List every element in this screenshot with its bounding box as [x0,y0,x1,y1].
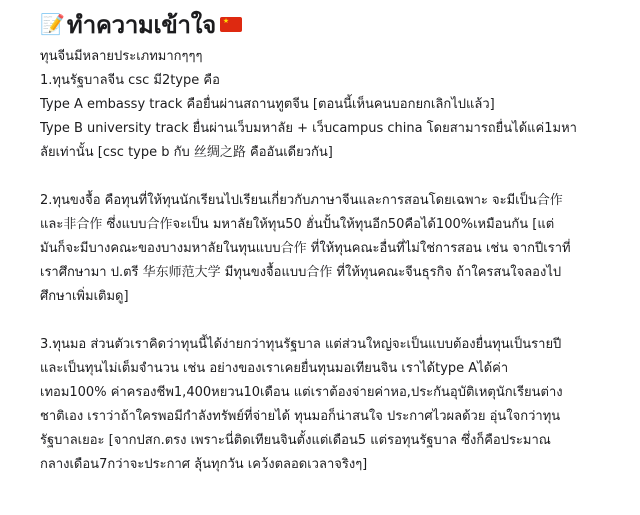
text-line: Type A embassy track คือยื่นผ่านสถานทูตจีน [ตอนนี้เห็นคนบอกยกเลิกไปแล้ว] [40,97,495,112]
text-line: เทอม100% ค่าครองชีพ1,400หยวน10เดือน แต่เราต้องจ่ายค่าหอ,ประกันอุบัติเหตุนักเรียนต่าง [40,385,563,400]
text-line: Type B university track ยื่นผ่านเว็บมหาลัย + เว็บcampus china โดยสามารถยื่นได้แค่1มหา [40,121,577,136]
paragraph-university-scholarship [40,333,630,477]
text-line: ชาติเอง เราว่าถ้าใครพอมีกำลังทรัพย์ที่จ่ายได้ ทุนมอก็น่าสนใจ ประกาศไวผลด้วย อุ่นใจกว่าทุน [40,409,561,424]
text-line: มันก็จะมีบางคณะของบางมหาลัยในทุนแบบ合作 ที่ให้ทุนคณะอื่นที่ไม่ใช่การสอน เช่น จากปีเราที่ [40,241,571,256]
china-flag-icon [220,17,242,32]
paragraph-gap [40,165,630,189]
flag-star-icon: ★ [222,16,230,25]
paragraph-gap [40,309,630,333]
paragraph-confucius-scholarship [40,189,630,309]
text-line: และ非合作 ซึ่งแบบ合作จะเป็น มหาลัยให้ทุน50 ฮั่นปั้นให้ทุนอีก50คือได้100%เหมือนกัน [แต่ [40,217,555,232]
text-line: 3.ทุนมอ ส่วนตัวเราคิดว่าทุนนี้ได้ง่ายกว่าทุนรัฐบาล แต่ส่วนใหญ่จะเป็นแบบต้องยื่นทุนเป็นรายปี [40,337,562,352]
text-line: ลัยเท่านั้น [csc type b กับ 丝绸之路 คืออันเดียวกัน] [40,145,333,160]
paragraph-intro-scholarship-csc [40,45,630,165]
text-line: และเป็นทุนไม่เต็มจำนวน เช่น อย่างของเราเคยยื่นทุนมอเทียนจิน เราได้type Aได้ค่า [40,361,509,376]
text-line: ทุนจีนมีหลายประเภทมากๆๆๆ [40,49,203,64]
memo-icon: 📝 [40,12,65,36]
text-line: 1.ทุนรัฐบาลจีน csc มี2type คือ [40,73,220,88]
text-line: 2.ทุนขงจื้อ คือทุนที่ให้ทุนนักเรียนไปเรียนเกี่ยวกับภาษาจีนและการสอนโดยเฉพาะ จะมีเป็น合作 [40,193,563,208]
text-line: เราศึกษามา ป.ตรี 华东师范大学 มีทุนขงจื้อแบบ合作 ที่ให้ทุนคณะจีนธุรกิจ ถ้าใครสนใจลองไป [40,265,562,280]
title-row [40,8,242,40]
note-body [40,45,630,477]
page-title: ทำความเข้าใจ [66,10,216,39]
text-line: รัฐบาลเยอะ [จากปสก.ตรง เพราะนี่ติดเทียนจินตั้งแต่เดือน5 แต่รอทุนรัฐบาล ซึ่งก็คือประมาณ [40,433,551,448]
text-line: ศึกษาเพิ่มเติมดู] [40,289,129,304]
text-line: กลางเดือน7กว่าจะประกาศ ลุ้นทุกวัน เคว้งตลอดเวลาจริงๆ] [40,457,368,472]
